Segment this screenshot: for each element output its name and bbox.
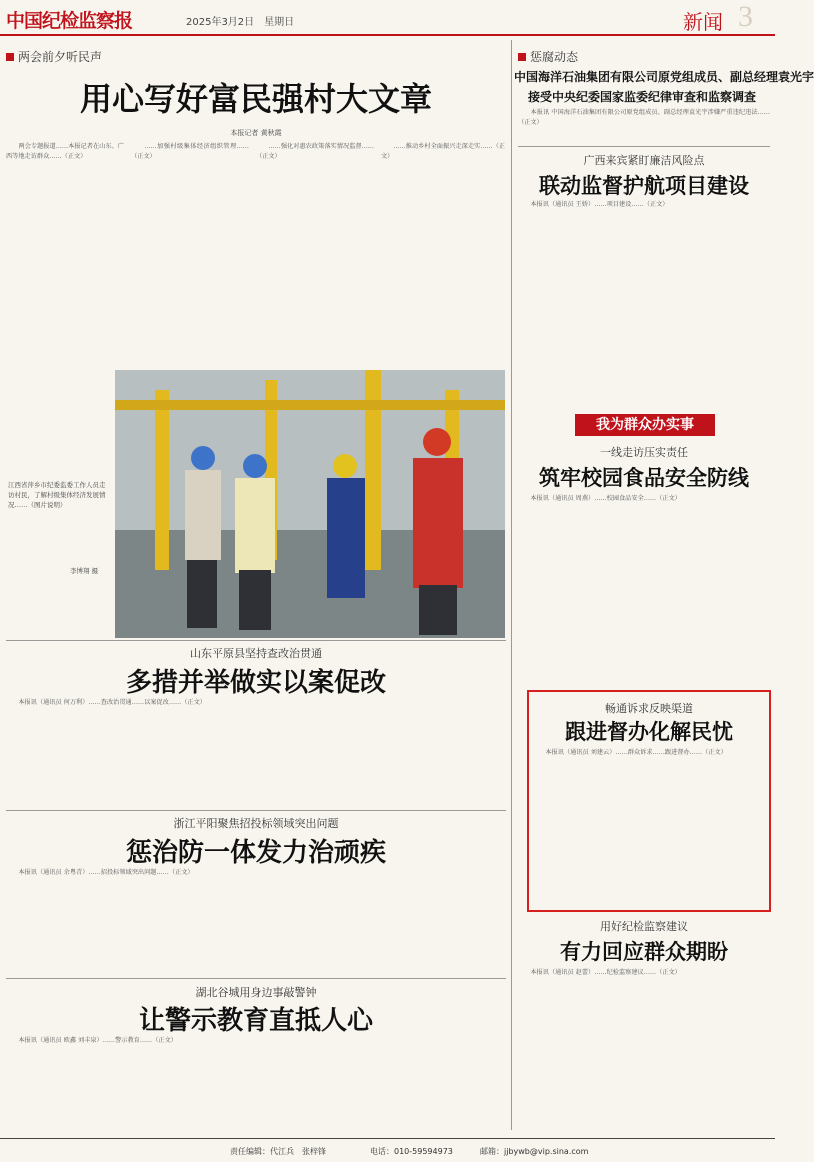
article-column: ……加强村级集体经济组织管理……（正文） <box>131 143 249 161</box>
story-body: 本报讯（通讯员 余粤青）……招投标领域突出问题……（正文） <box>6 869 194 876</box>
section-rule <box>6 810 506 811</box>
story-headline: 接受中央纪委国家监委纪律审查和监察调查 <box>527 90 756 104</box>
section-rule <box>518 146 770 147</box>
photo-caption: 江西省萍乡市纪委监委工作人员走访村民，了解村级集体经济发展情况……（图片说明） <box>8 481 106 509</box>
story-kicker: 畅通诉求反映渠道 <box>605 702 693 715</box>
story-headline: 筑牢校园食品安全防线 <box>539 465 749 490</box>
article-column: ……推动乡村全面振兴走深走实……（正文） <box>381 143 505 161</box>
story-headline: 跟进督办化解民忧 <box>565 719 733 744</box>
story-headline: 有力回应群众期盼 <box>560 939 728 964</box>
story-headline: 中国海洋石油集团有限公司原党组成员、副总经理袁光宇 <box>514 70 814 84</box>
photo-credit: 李博翔 摄 <box>70 567 99 575</box>
story-body: 本报讯（通讯员 王娇）……项目建设……（正文） <box>518 201 669 208</box>
column-banner: 我为群众办实事 <box>575 414 715 436</box>
byline: 本报记者 黄秋霞 <box>230 129 282 137</box>
story-kicker: 山东平原县坚持查改治贯通 <box>190 647 322 660</box>
story-body: 本报讯（通讯员 何万利）……查改治贯通……以案促改……（正文） <box>6 699 206 706</box>
story-headline: 多措并举做实以案促改 <box>125 668 386 698</box>
section-rule <box>6 640 506 641</box>
news-photo <box>115 370 505 638</box>
section-rule <box>6 978 506 979</box>
newspaper-logo: 中国纪检监察报 <box>6 10 133 32</box>
article-column: 两会专题报道……本报记者在山东、广西等地走访群众……（正文） <box>6 143 124 161</box>
square-bullet-icon <box>518 53 526 61</box>
story-kicker: 广西来宾紧盯廉洁风险点 <box>583 154 705 167</box>
story-kicker: 一线走访压实责任 <box>600 446 688 459</box>
column-divider <box>511 40 512 1130</box>
footer-email: 邮箱：jjbywb@vip.sina.com <box>480 1147 589 1156</box>
square-bullet-icon <box>6 53 14 61</box>
story-kicker: 浙江平阳聚焦招投标领域突出问题 <box>173 817 339 830</box>
story-kicker: 惩腐动态 <box>518 48 578 65</box>
story-headline: 让警示教育直抵人心 <box>138 1006 373 1036</box>
factory-scene-illustration <box>115 370 505 638</box>
story-headline: 惩治防一体发力治顽疾 <box>125 838 386 868</box>
section-title: 新闻 <box>683 10 723 34</box>
main-headline: 用心写好富民强村大文章 <box>79 80 432 118</box>
page-number: 3 <box>738 0 753 33</box>
footer-editor: 责任编辑：代江兵 张梓锋 <box>230 1147 326 1156</box>
story-body: 本报讯（通讯员 周燕）……校园食品安全……（正文） <box>518 495 681 502</box>
story-body: 本报讯（通讯员 刘建云）……群众诉求……跟进督办……（正文） <box>533 749 727 756</box>
story-kicker: 用好纪检监察建议 <box>600 920 688 933</box>
story-kicker: 湖北谷城用身边事敲警钟 <box>195 986 317 999</box>
issue-date: 2025年3月2日 星期日 <box>186 17 295 28</box>
story-body: 本报讯 中国海洋石油集团有限公司原党组成员、副总经理袁光宇涉嫌严重违纪违法……（正文） <box>518 109 770 127</box>
article-column: ……强化对惠农政策落实情况监督……（正文） <box>256 143 374 161</box>
story-body: 本报讯（通讯员 欧鑫 刘丰泉）……警示教育……（正文） <box>6 1037 177 1044</box>
story-headline: 联动监督护航项目建设 <box>539 173 749 198</box>
footer-rule <box>0 1138 775 1139</box>
story-kicker: 两会前夕听民声 <box>6 48 102 65</box>
story-body: 本报讯（通讯员 赵蕾）……纪检监察建议……（正文） <box>518 969 681 976</box>
footer-phone: 电话：010-59594973 <box>370 1147 453 1156</box>
